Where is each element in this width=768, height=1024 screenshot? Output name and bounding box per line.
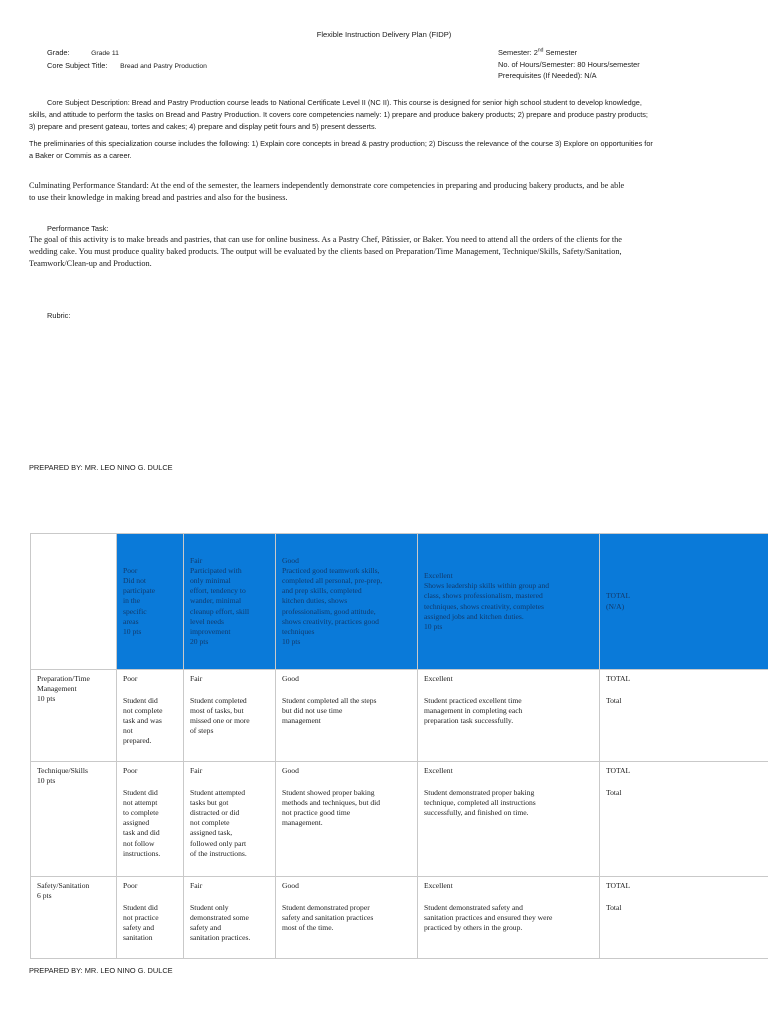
rubric-table (30, 533, 768, 959)
total-cell: TOTAL Total (600, 877, 768, 959)
table-row (31, 877, 768, 959)
total-cell: TOTAL Total (600, 670, 768, 762)
excellent-cell: Excellent Student demonstrated proper baking technique, completed all instructions successfully, and finished on time. (418, 762, 600, 877)
total-cell: TOTAL Total (600, 762, 768, 877)
poor-cell: Poor Student did not complete task and was not prepared. (117, 670, 184, 762)
core-subject-label: Core Subject Title: (47, 60, 108, 70)
document-title: Flexible Instruction Delivery Plan (FIDP) (316, 30, 452, 39)
header-left (47, 47, 207, 72)
performance-task-text: The goal of this activity is to make breads and pastries, that can use for online business. As a Pastry Chef, Pâtissier, or Baker. You need to attend all the orders of the clients for the wedding cake. You must produce quality baked products. The output will be evaluated by the clients based on Preparation/Time Management, Technique/Skills, Safety/Sanitation, Teamwork/Clean-up and Production. (29, 235, 622, 268)
prepared-by-bottom: PREPARED BY: MR. LEO NINO G. DULCE (29, 966, 173, 975)
performance-task-label: Performance Task: (47, 224, 109, 233)
header-poor: Poor Did not participate in the specific areas 10 pts (117, 534, 184, 670)
good-cell: Good Student demonstrated proper safety and sanitation practices most of the time. (276, 877, 418, 959)
core-subject-value: Bread and Pastry Production (120, 62, 207, 70)
fair-cell: Fair Student attempted tasks but got distracted or did not complete assigned task, followed only part of the instructions. (184, 762, 276, 877)
prerequisites-line: Prerequisites (If Needed): N/A (498, 71, 597, 80)
rubric-label: Rubric: (47, 311, 71, 320)
culminating-performance-standard: Culminating Performance Standard: At the end of the semester, the learners independently demonstrate core competencies in preparing and producing bakery products, and be able to use their knowledge in making bread and pastries and also for the business. (29, 181, 625, 202)
header-good: Good Practiced good teamwork skills, completed all personal, pre-prep, and prep skills, completed kitchen duties, shows professionalism, good attitude, shows creativity, practices good techniques 10 pts (276, 534, 418, 670)
header-blank-cell (31, 534, 117, 670)
header-fair: Fair Participated with only minimal effort, tendency to wander, minimal cleanup effort, skill level needs improvement 20 pts (184, 534, 276, 670)
excellent-cell: Excellent Student demonstrated safety and sanitation practices and ensured they were practiced by others in the group. (418, 877, 600, 959)
hours-line: No. of Hours/Semester: 80 Hours/semester (498, 59, 640, 69)
criteria-cell: Safety/Sanitation 6 pts (31, 877, 117, 959)
fair-cell: Fair Student completed most of tasks, but missed one or more of steps (184, 670, 276, 762)
fair-cell: Fair Student only demonstrated some safety and sanitation practices. (184, 877, 276, 959)
semester-line: Semester: 2nd Semester (498, 47, 578, 57)
good-cell: Good Student showed proper baking methods and techniques, but did not practice good time management. (276, 762, 418, 877)
grade-value: Grade 11 (91, 50, 119, 57)
rubric-header-row (31, 534, 768, 670)
excellent-cell: Excellent Student practiced excellent time management in completing each preparation task successfully. (418, 670, 600, 762)
good-cell: Good Student completed all the steps but did not use time management (276, 670, 418, 762)
grade-label: Grade: (47, 48, 70, 57)
header-total: TOTAL (N/A) (600, 534, 768, 670)
header-right (498, 47, 640, 82)
preliminaries: The preliminaries of this specialization course includes the following: 1) Explain core concepts in bread & pastry production; 2) Discuss the relevance of the course 3) Explore on opportunities for a Baker or Commis as a career. (29, 139, 653, 160)
table-row (31, 670, 768, 762)
prepared-by: PREPARED BY: MR. LEO NINO G. DULCE (29, 463, 173, 472)
table-row (31, 762, 768, 877)
criteria-cell: Technique/Skills 10 pts (31, 762, 117, 877)
core-subject-description: Core Subject Description: Bread and Pastry Production course leads to National Certificate Level II (NC II). This course is designed for senior high school student to develop knowledge, skills, and attitude to perform the tasks on Bread and Pastry Production. It covers core competencies namely: 1) prepare and produce bakery products; 2) prepare and produce pastry products; 3) prepare and present gateau, tortes and cakes; 4) prepare and display petit fours and 5) present desserts. (29, 98, 648, 131)
poor-cell: Poor Student did not practice safety and sanitation (117, 877, 184, 959)
criteria-cell: Preparation/Time Management 10 pts (31, 670, 117, 762)
poor-cell: Poor Student did not attempt to complete assigned task and did not follow instructions. (117, 762, 184, 877)
header-excellent: Excellent Shows leadership skills within group and class, shows professionalism, mastered techniques, shows creativity, completes assigned jobs and kitchen duties. 10 pts (418, 534, 600, 670)
